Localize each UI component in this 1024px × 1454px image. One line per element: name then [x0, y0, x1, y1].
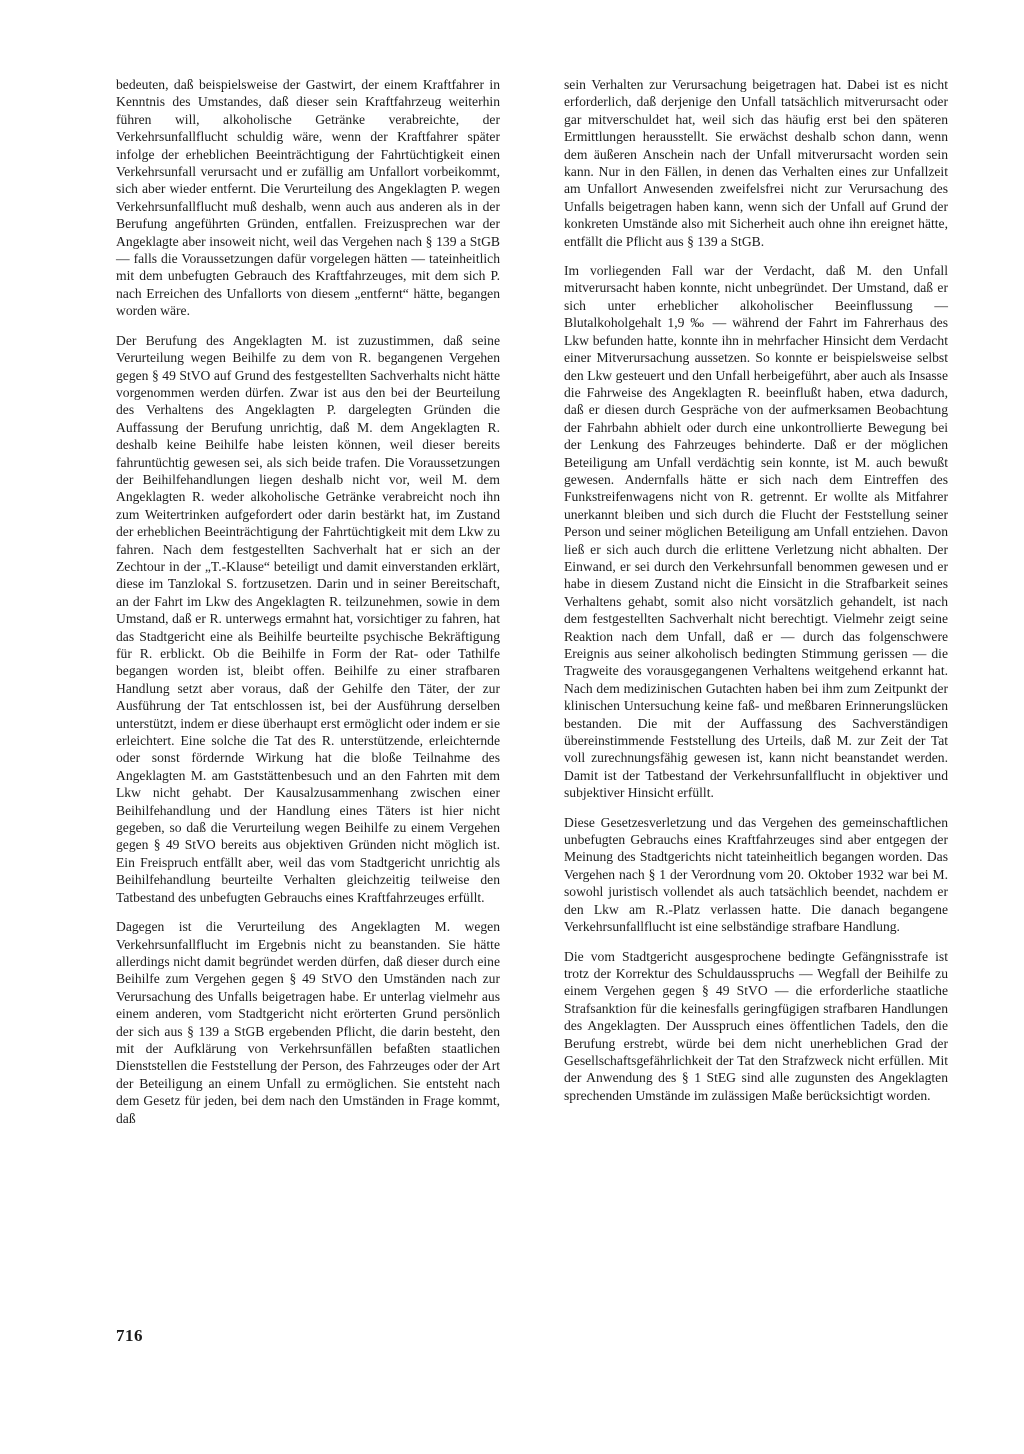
- paragraph: Dagegen ist die Verurteilung des Angeklagten M. wegen Verkehrsunfallflucht im Ergebnis nicht zu beanstanden. Sie hätte allerdings nicht damit begründet werden dürfen, daß dieser durch eine Beihilfe zum Vergehen gegen § 49 StVO den Umständen nach zur Verursachung des Unfalls beigetragen habe. Er unterlag vielmehr aus einem anderen, vom Stadtgericht nicht erörterten Grund persönlich der sich aus § 139 a StGB ergebenden Pflicht, die darin besteht, den mit der Aufklärung von Verkehrsunfällen befaßten staatlichen Dienststellen die Feststellung der Person, des Fahrzeuges oder der Art der Beteiligung an einem Unfall zu ermöglichen. Sie entsteht nach dem Gesetz für jeden, bei dem nach den Umständen in Frage kommt, daß: [116, 919, 500, 1126]
- right-column: [564, 76, 948, 1104]
- paragraph: Im vorliegenden Fall war der Verdacht, daß M. den Unfall mitverursacht haben konnte, nicht unbegründet. Der Umstand, daß er sich unter erheblicher alkoholischer Beeinflussung — Blutalkoholgehalt 1,9 ‰ — während der Fahrt im Fahrerhaus des Lkw befunden hatte, konnte ihn in mehrfacher Hinsicht dem Verdacht einer Mitverursachung aussetzen. So konnte er beispielsweise selbst den Lkw gesteuert und den Unfall herbeigeführt, aber auch als Insasse die Fahrweise des Angeklagten R. beeinflußt haben, etwa dadurch, daß er diesen durch Gespräche von der aufmerksamen Beobachtung der Fahrbahn abhielt oder durch eine unkontrollierte Bewegung bei der Lenkung des Fahrzeuges behinderte. Daß er der möglichen Beteiligung am Unfall verdächtig sein konnte, ist M. auch bewußt gewesen. Andernfalls hätte er sich nach dem Eintreffen des Funkstreifenwagens nicht von R. getrennt. Er wollte als Mitfahrer unerkannt bleiben und sich durch die Flucht der Feststellung seiner Person und seiner möglichen Beteiligung am Unfall entziehen. Davon ließ er sich auch durch die erlittene Verletzung nicht abhalten. Der Einwand, er sei durch den Verkehrsunfall benommen gewesen und er habe in diesem Zustand nicht die Einsicht in die Strafbarkeit seines Verhaltens gehabt, somit also nicht vorsätzlich gehandelt, ist nach dem festgestellten Sachverhalt nicht berechtigt. Vielmehr zeigt seine Reaktion nach dem Unfall, daß er — durch das folgenschwere Ereignis aus seiner alkoholisch bedingten Stimmung gerissen — die Tragweite des vorausgegangenen Verhaltens weitgehend erkannt hat. Nach dem medizinischen Gutachten haben bei ihm zum Zeitpunkt der klinischen Untersuchung keine faß- und meßbaren Erinnerungslücken bestanden. Die mit der Auffassung des Sachverständigen übereinstimmende Feststellung des Urteils, daß M. zur Zeit der Tat voll zurechnungsfähig gewesen ist, kann nicht beanstandet werden. Damit ist der Tatbestand der Verkehrsunfallflucht in objektiver und subjektiver Hinsicht erfüllt.: [564, 263, 948, 801]
- paragraph: Diese Gesetzesverletzung und das Vergehen des gemeinschaftlichen unbefugten Gebrauchs eines Kraftfahrzeuges sind aber entgegen der Meinung des Stadtgerichts nicht tateinheitlich begangen worden. Das Vergehen nach § 1 der Verordnung vom 20. Oktober 1932 war bei M. sowohl juristisch vollendet als auch tatsächlich beendet, nachdem er den Lkw am R.-Platz verlassen hatte. Die danach begangene Verkehrsunfallflucht ist eine selbständige strafbare Handlung.: [564, 814, 948, 935]
- paragraph: Der Berufung des Angeklagten M. ist zuzustimmen, daß seine Verurteilung wegen Beihilfe zu dem von R. begangenen Vergehen gegen § 49 StVO auf Grund des festgestellten Sachverhalts nicht hätte vorgenommen werden dürfen. Zwar ist aus den bei der Beurteilung des Verhaltens des Angeklagten P. dargelegten Gründen die Auffassung der Berufung unrichtig, daß M. dem Angeklagten R. deshalb keine Beihilfe habe leisten können, weil dieser bereits fahruntüchtig gewesen sei, als sich beide trafen. Die Voraussetzungen der Beihilfehandlungen liegen deshalb nicht vor, weil M. dem Angeklagten R. weder alkoholische Getränke verabreicht noch ihn zum Weitertrinken aufgefordert oder darin bestärkt hat, im Zustand der erheblichen Beeinträchtigung der Fahrtüchtigkeit mit dem Lkw zu fahren. Nach dem festgestellten Sachverhalt hat er sich an der Zechtour in der „T.-Klause“ beteiligt und damit einverstanden erklärt, diese im Tanzlokal S. fortzusetzen. Darin und in seiner Bereitschaft, an der Fahrt im Lkw des Angeklagten R. teilzunehmen, sowie in dem Umstand, daß er R. unterwegs ermahnt hat, vorsichtiger zu fahren, hat das Stadtgericht eine als Beihilfe beurteilte psychische Bekräftigung für R. erblickt. Ob die Beihilfe in Form der Rat- oder Tathilfe begangen worden ist, bleibt offen. Beihilfe zu einer strafbaren Handlung setzt aber voraus, daß der Gehilfe den Täter, der zur Ausführung der Tat entschlossen ist, bei der Ausführung derselben unterstützt, indem er diese überhaupt erst ermöglicht oder indem er sie erleichtert. Eine solche die Tat des R. unterstützende, erleichternde oder sonst fördernde Wirkung hat die bloße Teilnahme des Angeklagten M. am Gaststättenbesuch und an den Fahrten mit dem Lkw nicht gehabt. Der Kausalzusammenhang zwischen einer Beihilfehandlung und der Handlung eines Täters ist hier nicht gegeben, so daß die Verurteilung wegen Beihilfe zu einem Vergehen gegen § 49 StVO bereits aus objektiven Gründen nicht möglich ist. Ein Freispruch entfällt aber, weil das vom Stadtgericht unrichtig als Beihilfehandlung beurteilte Verhalten gleichzeitig teilweise den Tatbestand des unbefugten Gebrauchs eines Kraftfahrzeuges erfüllt.: [116, 332, 500, 905]
- paragraph: bedeuten, daß beispielsweise der Gastwirt, der einem Kraftfahrer in Kenntnis des Umstandes, daß dieser sein Kraftfahrzeug weiterhin führen will, alkoholische Getränke verabreichte, der Verkehrsunfallflucht schuldig wäre, wenn der Kraftfahrer später infolge der erheblichen Beeinträchtigung der Fahrtüchtigkeit einen Verkehrsunfall verursacht und er zufällig am Unfallort vorbeikommt, sich aber wieder entfernt. Die Verurteilung des Angeklagten P. wegen Verkehrsunfallflucht muß deshalb, wenn auch aus anderen als in der Berufung angeführten Gründen, entfallen. Freizusprechen war der Angeklagte aber insoweit nicht, weil das Vergehen nach § 139 a StGB — falls die Voraussetzungen dafür vorgelegen hätten — tateinheitlich mit dem unbefugten Gebrauch des Kraftfahrzeuges, mit dem sich P. nach Erreichen des Unfallorts von diesem „entfernt“ hätte, begangen worden wäre.: [116, 77, 500, 319]
- paragraph: sein Verhalten zur Verursachung beigetragen hat. Dabei ist es nicht erforderlich, daß derjenige den Unfall tatsächlich mitverursacht oder gar mitverschuldet hat, weil sich das häufig erst bei den späteren Ermittlungen herausstellt. Sie erwächst deshalb schon dann, wenn dem äußeren Anschein nach der Unfall mitverursacht worden sein kann. Nur in den Fällen, in denen das Verhalten eines zur Unfallzeit am Unfallort Anwesenden zweifelsfrei nicht zur Verursachung des Unfalls beigetragen haben kann, wenn sich der Unfall auf Grund der konkreten Umstände also mit Sicherheit auch ohne ihn ereignet hätte, entfällt die Pflicht aus § 139 a StGB.: [564, 77, 948, 249]
- left-column: [116, 76, 500, 1127]
- paragraph: Die vom Stadtgericht ausgesprochene bedingte Gefängnisstrafe ist trotz der Korrektur des Schuldausspruchs — Wegfall der Beihilfe zu einem Vergehen gegen § 49 StVO — die erforderliche staatliche Strafsanktion für die keinesfalls geringfügigen strafbaren Handlungen des Angeklagten. Der Ausspruch eines öffentlichen Tadels, den die Berufung erstrebt, würde bei dem nicht unerheblichen Grad der Gesellschaftsgefährlichkeit der Tat den Strafzweck nicht erfüllen. Mit der Anwendung des § 1 StEG sind alle zugunsten des Angeklagten sprechenden Umstände im zulässigen Maße berücksichtigt worden.: [564, 948, 948, 1103]
- page-number: 716: [116, 1326, 143, 1345]
